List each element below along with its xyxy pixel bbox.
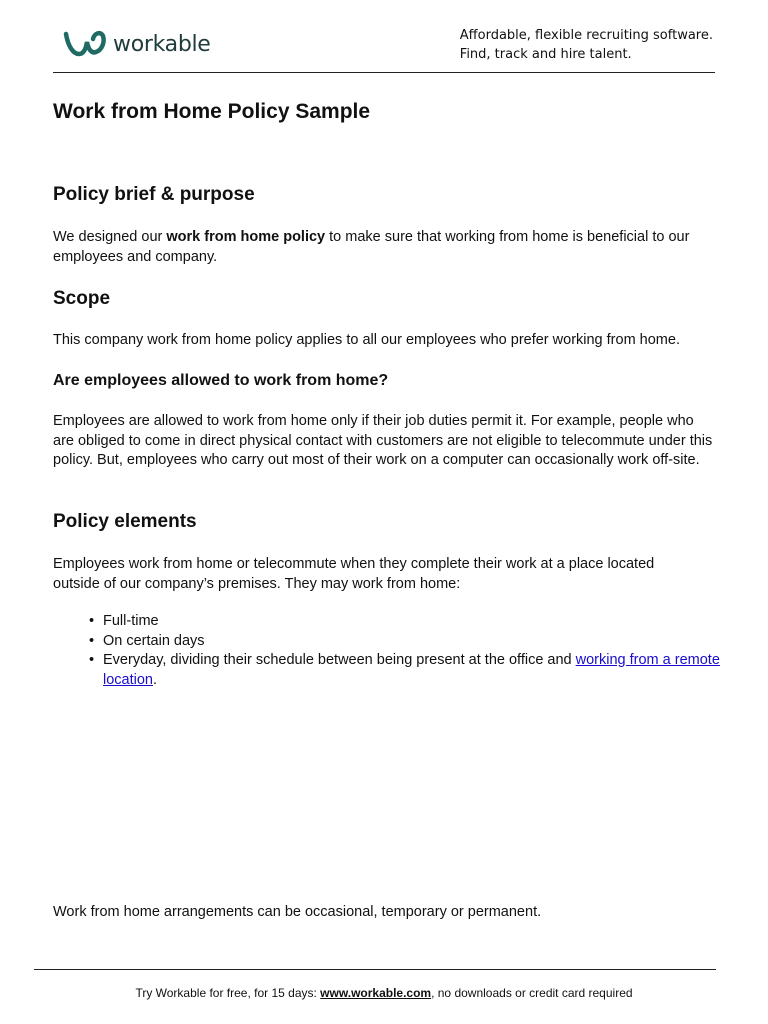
footer-link[interactable]: www.workable.com — [320, 986, 432, 1000]
header-tagline — [460, 26, 713, 64]
heading-policy-brief: Policy brief & purpose — [53, 184, 255, 205]
remote-location-link[interactable]: working from a remote location — [103, 652, 720, 688]
scope-paragraph: This company work from home policy applies to all our employees who prefer working from home. — [53, 332, 680, 348]
page-footer — [0, 986, 768, 1000]
list-item — [103, 651, 768, 690]
brief-paragraph — [53, 228, 718, 267]
allowed-paragraph: Employees are allowed to work from home only if their job duties permit it. For example, people who are obliged to come in direct physical contact with customers are not eligible to telecommute under this policy. But, employees who carry out most of their work on a computer can occasionally work off-site. — [53, 413, 713, 468]
brief-text-end: to make sure that working from home is beneficial to our employees and company. — [53, 229, 690, 265]
list-item-end: . — [152, 671, 158, 688]
heading-policy-elements: Policy elements — [53, 511, 197, 532]
list-item-text: Everyday, dividing their schedule between being present at the office and — [103, 652, 576, 668]
tagline-line-1: Affordable, flexible recruiting software. — [459, 28, 713, 43]
workable-logo[interactable] — [63, 30, 211, 58]
footer-divider — [34, 969, 716, 970]
list-item: • On certain days — [103, 632, 768, 652]
list-item: • Full-time — [103, 612, 768, 632]
page-title: Work from Home Policy Sample — [53, 100, 371, 123]
brief-bold-phrase: work from home policy — [166, 229, 326, 245]
elements-intro: Employees work from home or telecommute when they complete their work at a place located outside of our company’s premises. They may work from home: — [53, 556, 655, 592]
footer-text-start: Try Workable for free, for 15 days: — [135, 986, 321, 1000]
logo-text: workable — [113, 31, 211, 57]
arrangements-paragraph: Work from home arrangements can be occasional, temporary or permanent. — [53, 904, 542, 920]
page-header — [53, 26, 715, 72]
tagline-line-2: Find, track and hire talent. — [459, 47, 632, 62]
brief-text-start: We designed our — [53, 229, 167, 245]
footer-text-end: , no downloads or credit card required — [431, 986, 633, 1000]
workable-logo-icon — [63, 30, 107, 58]
heading-allowed: Are employees allowed to work from home? — [53, 372, 389, 389]
work-options-list — [53, 612, 768, 690]
header-divider — [53, 72, 715, 73]
heading-scope: Scope — [53, 288, 111, 309]
